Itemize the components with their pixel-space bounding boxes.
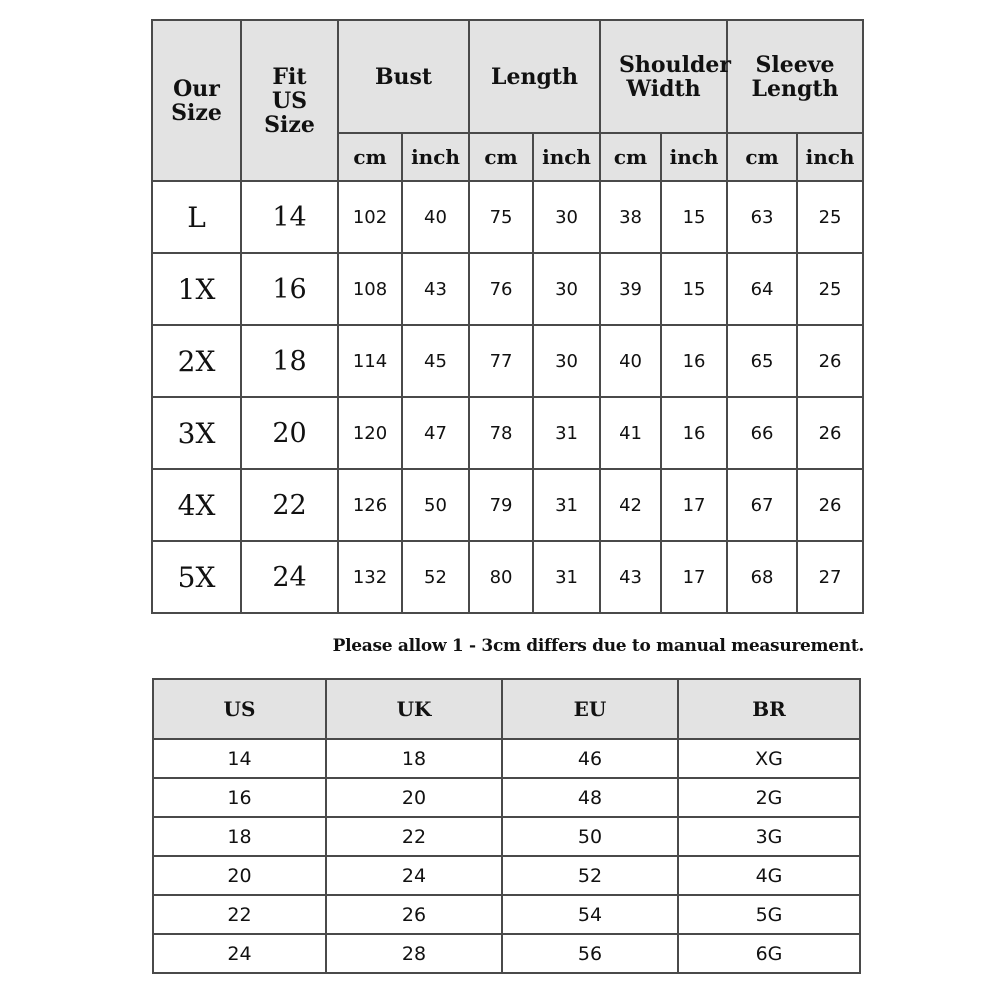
br-cell: XG: [678, 739, 860, 778]
sleeve-cm-cell: 64: [727, 253, 797, 325]
unit-inch: inch: [402, 133, 469, 181]
sleeve-inch-cell: 26: [797, 397, 863, 469]
length-cm-cell: 77: [469, 325, 533, 397]
bust-inch-cell: 50: [402, 469, 469, 541]
shoulder-inch-cell: 16: [661, 397, 727, 469]
bust-cm-cell: 102: [338, 181, 402, 253]
eu-cell: 48: [502, 778, 678, 817]
us-cell: 24: [153, 934, 326, 973]
header-eu: EU: [502, 679, 678, 739]
sleeve-inch-cell: 25: [797, 253, 863, 325]
fit-us-size-cell: 14: [241, 181, 338, 253]
conversion-row: [153, 817, 860, 856]
header-fit-us-size: Fit US Size: [241, 20, 338, 181]
br-cell: 2G: [678, 778, 860, 817]
br-cell: 6G: [678, 934, 860, 973]
length-inch-cell: 30: [533, 325, 600, 397]
header-shoulder-width: Shoulder Width: [600, 20, 727, 133]
conversion-row: [153, 934, 860, 973]
length-cm-cell: 80: [469, 541, 533, 613]
length-inch-cell: 30: [533, 253, 600, 325]
us-cell: 20: [153, 856, 326, 895]
shoulder-inch-cell: 16: [661, 325, 727, 397]
shoulder-inch-cell: 15: [661, 181, 727, 253]
our-size-cell: 2X: [152, 325, 241, 397]
size-conversion-table: [152, 678, 861, 974]
eu-cell: 56: [502, 934, 678, 973]
sleeve-inch-cell: 26: [797, 325, 863, 397]
br-cell: 3G: [678, 817, 860, 856]
conversion-body: [153, 739, 860, 973]
bust-cm-cell: 132: [338, 541, 402, 613]
uk-cell: 20: [326, 778, 502, 817]
shoulder-cm-cell: 41: [600, 397, 661, 469]
conversion-row: [153, 856, 860, 895]
size-chart-table: [151, 19, 864, 614]
header-sleeve-length: Sleeve Length: [727, 20, 863, 133]
unit-cm: cm: [338, 133, 402, 181]
length-inch-cell: 31: [533, 397, 600, 469]
unit-inch: inch: [661, 133, 727, 181]
shoulder-inch-cell: 15: [661, 253, 727, 325]
uk-cell: 28: [326, 934, 502, 973]
sleeve-cm-cell: 65: [727, 325, 797, 397]
shoulder-cm-cell: 39: [600, 253, 661, 325]
size-chart-body: [152, 181, 863, 613]
conversion-header-row: [153, 679, 860, 739]
bust-cm-cell: 114: [338, 325, 402, 397]
length-cm-cell: 75: [469, 181, 533, 253]
fit-us-size-cell: 18: [241, 325, 338, 397]
size-row: [152, 397, 863, 469]
bust-inch-cell: 43: [402, 253, 469, 325]
our-size-cell: 4X: [152, 469, 241, 541]
conversion-row: [153, 739, 860, 778]
uk-cell: 26: [326, 895, 502, 934]
fit-us-size-cell: 16: [241, 253, 338, 325]
shoulder-cm-cell: 43: [600, 541, 661, 613]
shoulder-cm-cell: 38: [600, 181, 661, 253]
size-row: [152, 181, 863, 253]
fit-us-size-cell: 20: [241, 397, 338, 469]
sleeve-cm-cell: 66: [727, 397, 797, 469]
our-size-cell: L: [152, 181, 241, 253]
eu-cell: 54: [502, 895, 678, 934]
our-size-cell: 3X: [152, 397, 241, 469]
header-row: [152, 20, 863, 133]
sleeve-inch-cell: 26: [797, 469, 863, 541]
length-cm-cell: 76: [469, 253, 533, 325]
header-br: BR: [678, 679, 860, 739]
br-cell: 4G: [678, 856, 860, 895]
sleeve-cm-cell: 68: [727, 541, 797, 613]
sleeve-inch-cell: 25: [797, 181, 863, 253]
size-row: [152, 469, 863, 541]
header-uk: UK: [326, 679, 502, 739]
sleeve-cm-cell: 67: [727, 469, 797, 541]
header-our-size: Our Size: [152, 20, 241, 181]
length-inch-cell: 31: [533, 541, 600, 613]
measurement-note: Please allow 1 - 3cm differs due to manual measurement.: [332, 636, 864, 656]
unit-cm: cm: [727, 133, 797, 181]
shoulder-inch-cell: 17: [661, 469, 727, 541]
our-size-cell: 1X: [152, 253, 241, 325]
our-size-cell: 5X: [152, 541, 241, 613]
fit-us-size-cell: 24: [241, 541, 338, 613]
length-inch-cell: 30: [533, 181, 600, 253]
unit-cm: cm: [469, 133, 533, 181]
header-length: Length: [469, 20, 600, 133]
unit-cm: cm: [600, 133, 661, 181]
shoulder-cm-cell: 40: [600, 325, 661, 397]
eu-cell: 52: [502, 856, 678, 895]
us-cell: 18: [153, 817, 326, 856]
us-cell: 14: [153, 739, 326, 778]
bust-cm-cell: 120: [338, 397, 402, 469]
us-cell: 16: [153, 778, 326, 817]
br-cell: 5G: [678, 895, 860, 934]
bust-cm-cell: 126: [338, 469, 402, 541]
length-cm-cell: 79: [469, 469, 533, 541]
unit-inch: inch: [533, 133, 600, 181]
header-bust: Bust: [338, 20, 469, 133]
conversion-row: [153, 778, 860, 817]
length-inch-cell: 31: [533, 469, 600, 541]
shoulder-cm-cell: 42: [600, 469, 661, 541]
size-row: [152, 253, 863, 325]
length-cm-cell: 78: [469, 397, 533, 469]
bust-inch-cell: 52: [402, 541, 469, 613]
sleeve-cm-cell: 63: [727, 181, 797, 253]
bust-inch-cell: 40: [402, 181, 469, 253]
header-us: US: [153, 679, 326, 739]
conversion-row: [153, 895, 860, 934]
fit-us-size-cell: 22: [241, 469, 338, 541]
uk-cell: 22: [326, 817, 502, 856]
eu-cell: 46: [502, 739, 678, 778]
eu-cell: 50: [502, 817, 678, 856]
size-row: [152, 325, 863, 397]
bust-cm-cell: 108: [338, 253, 402, 325]
shoulder-inch-cell: 17: [661, 541, 727, 613]
size-row: [152, 541, 863, 613]
unit-inch: inch: [797, 133, 863, 181]
uk-cell: 18: [326, 739, 502, 778]
uk-cell: 24: [326, 856, 502, 895]
bust-inch-cell: 47: [402, 397, 469, 469]
bust-inch-cell: 45: [402, 325, 469, 397]
us-cell: 22: [153, 895, 326, 934]
sleeve-inch-cell: 27: [797, 541, 863, 613]
